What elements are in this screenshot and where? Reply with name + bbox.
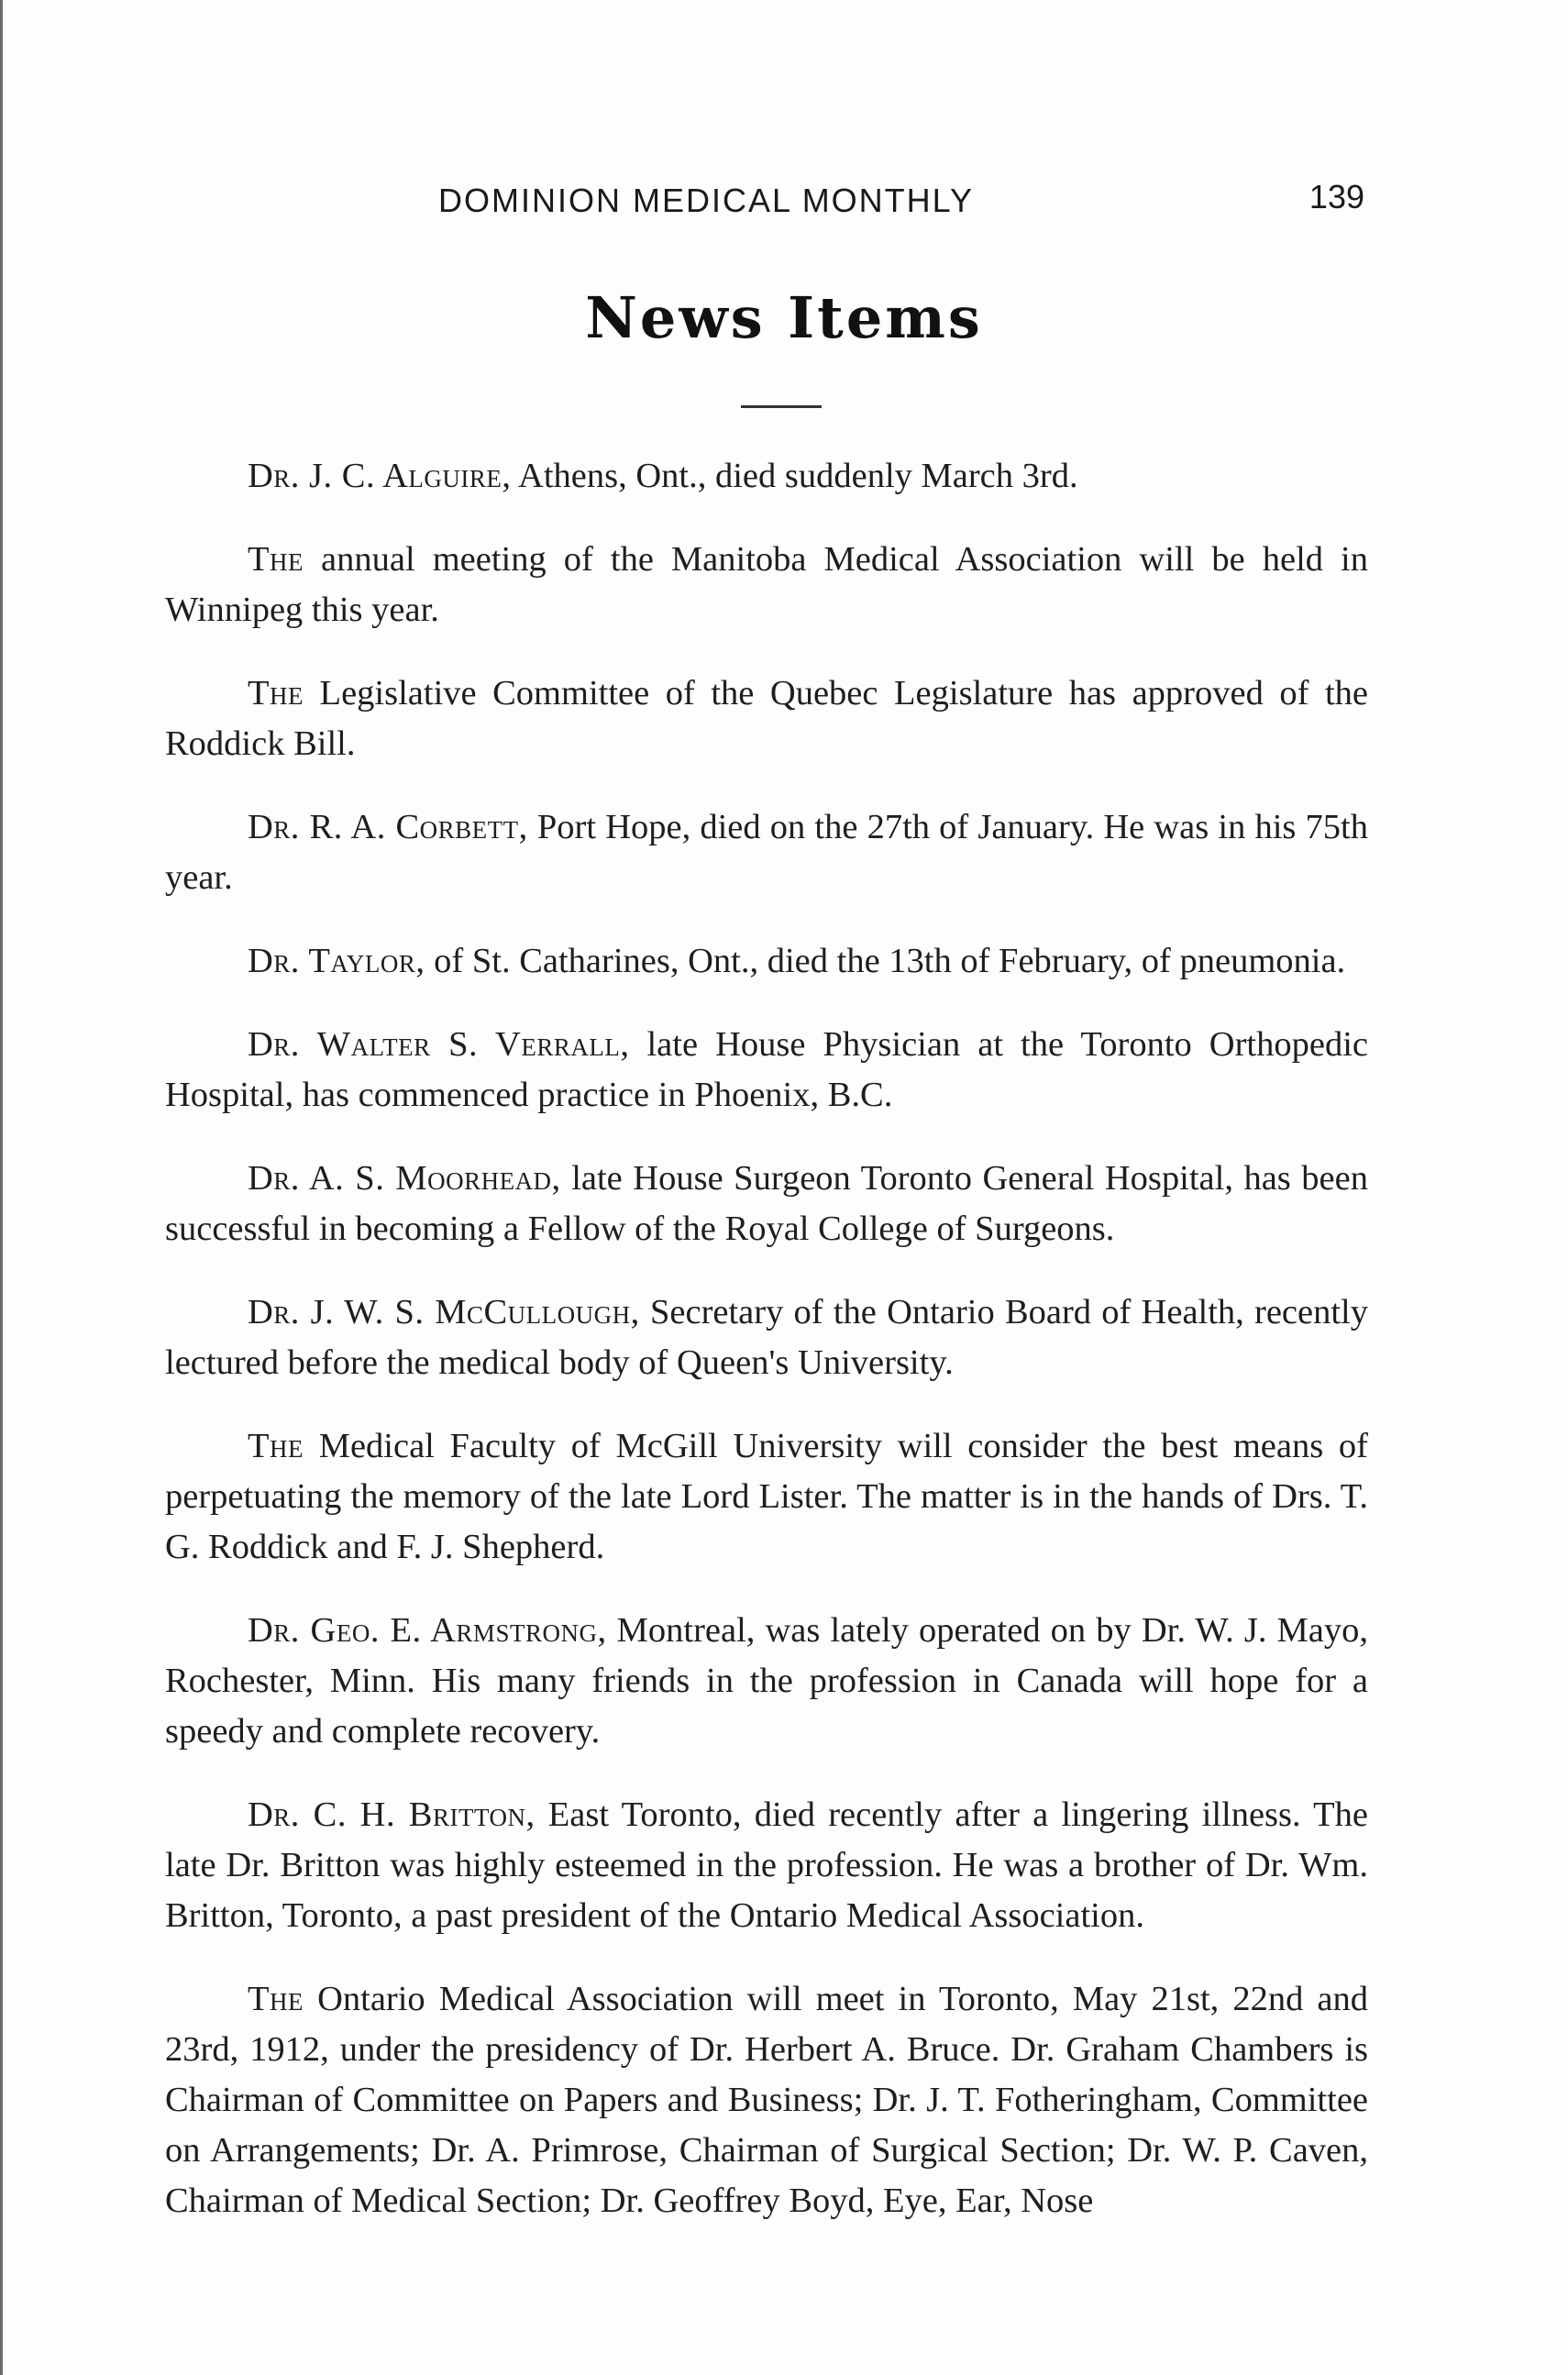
item-lead: Dr. Taylor,	[248, 942, 425, 980]
item-lead: Dr. C. H. Britton,	[248, 1795, 536, 1834]
item-lead: The	[248, 674, 304, 712]
item-text: of St. Catharines, Ont., died the 13th of February, of pneumonia.	[425, 942, 1346, 980]
news-item	[165, 1606, 1368, 1757]
page-edge-shadow	[0, 0, 3, 2375]
news-item	[165, 668, 1368, 769]
item-text: East Toronto, died recently after a lingering illness. The late Dr. Britton was highly esteemed in the profession. He was a brother of Dr. Wm. Britton, Toronto, a past president of the Ontario Medical Association.	[165, 1795, 1368, 1935]
news-item	[165, 1974, 1368, 2226]
item-text: Legislative Committee of the Quebec Legislature has approved of the Roddick Bill.	[165, 674, 1368, 763]
item-lead: Dr. J. C. Alguire,	[248, 457, 512, 495]
news-item	[165, 1287, 1368, 1388]
news-item	[165, 1421, 1368, 1573]
news-item	[165, 1020, 1368, 1121]
news-item	[165, 535, 1368, 635]
page-number: 139	[1309, 178, 1364, 215]
item-lead: Dr. R. A. Corbett,	[248, 808, 528, 846]
running-head: DOMINION MEDICAL MONTHLY	[438, 182, 975, 219]
item-lead: Dr. A. S. Moorhead,	[248, 1159, 561, 1198]
item-lead: The	[248, 540, 304, 579]
item-lead: Dr. Walter S. Verrall,	[248, 1025, 630, 1064]
item-text: Secretary of the Ontario Board of Health, recently lectured before the medical body of Queen's University.	[165, 1293, 1369, 1382]
news-items-body	[165, 433, 1368, 2259]
item-text: late House Surgeon Toronto General Hospital, has been successful in becoming a Fellow of the Royal College of Surgeons.	[165, 1159, 1368, 1248]
item-lead: Dr. J. W. S. McCullough,	[248, 1293, 640, 1331]
item-lead: The	[248, 1427, 304, 1465]
item-text: Ontario Medical Association will meet in Toronto, May 21st, 22nd and 23rd, 1912, under the presidency of Dr. Herbert A. Bruce. Dr. Graham Chambers is Chairman of Committee on Papers and Business; Dr. J. T. Fotheringham, Committee on Arrangements; Dr. A. Primrose, Chairman of Surgical Section; Dr. W. P. Caven, Chairman of Medical Section; Dr. Geoffrey Boyd, Eye, Ear, Nose	[165, 1980, 1368, 2220]
news-item	[165, 1154, 1368, 1254]
section-title: News Items	[585, 284, 983, 351]
item-text: Medical Faculty of McGill University will consider the best means of perpetuating the memory of the late Lord Lister. The matter is in the hands of Drs. T. G. Roddick and F. J. Shepherd.	[165, 1427, 1368, 1566]
news-item	[165, 936, 1368, 987]
page-header	[438, 178, 1364, 237]
item-text: Port Hope, died on the 27th of January. He was in his 75th year.	[165, 808, 1368, 897]
news-item	[165, 451, 1368, 502]
item-text: annual meeting of the Manitoba Medical Association will be held in Winnipeg this year.	[165, 540, 1368, 629]
item-text: Montreal, was lately operated on by Dr. W. J. Mayo, Rochester, Minn. His many friends in the profession in Canada will hope for a speedy and complete recovery.	[165, 1611, 1368, 1751]
item-text: late House Physician at the Toronto Orthopedic Hospital, has commenced practice in Phoenix, B.C.	[165, 1025, 1368, 1114]
title-rule	[741, 405, 822, 408]
news-item	[165, 1790, 1368, 1941]
news-item	[165, 802, 1368, 903]
item-lead: Dr. Geo. E. Armstrong,	[248, 1611, 607, 1650]
item-lead: The	[248, 1980, 304, 2018]
item-text: Athens, Ont., died suddenly March 3rd.	[511, 457, 1078, 495]
